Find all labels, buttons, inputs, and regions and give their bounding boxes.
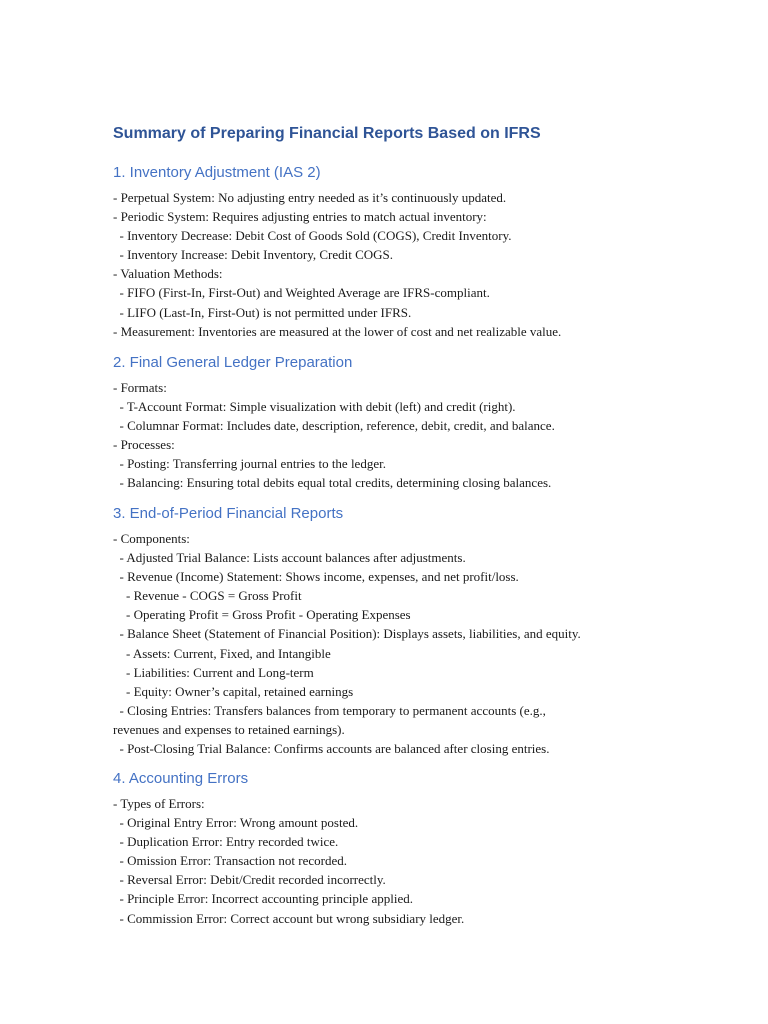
body-line: - Posting: Transferring journal entries to the ledger. [113,456,386,472]
section-heading: 4. Accounting Errors [113,770,249,787]
body-line: - LIFO (Last-In, First-Out) is not permitted under IFRS. [113,304,412,320]
body-line: - Principle Error: Incorrect accounting principle applied. [113,891,413,907]
body-line: - Periodic System: Requires adjusting entries to match actual inventory: [113,209,487,225]
body-line: - Valuation Methods: [113,266,223,282]
body-line: - Formats: [113,380,167,395]
body-line: - Revenue - COGS = Gross Profit [113,588,302,604]
section-heading: 3. End-of-Period Financial Reports [113,505,344,522]
body-line: - Types of Errors: [113,796,205,811]
body-line: - Measurement: Inventories are measured at the lower of cost and net realizable value. [113,323,562,339]
section-accounting-errors [113,767,673,928]
body-line: - Inventory Decrease: Debit Cost of Goods Sold (COGS), Credit Inventory. [113,228,512,244]
section-financial-reports [113,502,673,758]
body-line: - Commission Error: Correct account but wrong subsidiary ledger. [113,910,465,926]
section-general-ledger [113,351,673,493]
body-line: - Duplication Error: Entry recorded twice. [113,834,339,850]
section-heading: 1. Inventory Adjustment (IAS 2) [113,164,321,181]
body-line: - Inventory Increase: Debit Inventory, Credit COGS. [113,247,394,263]
document-title: Summary of Preparing Financial Reports Based on IFRS [113,125,541,142]
body-line: - Components: [113,531,190,546]
body-line: - Revenue (Income) Statement: Shows income, expenses, and net profit/loss. [113,569,519,585]
body-line: - Processes: [113,437,175,453]
body-line: - Post-Closing Trial Balance: Confirms accounts are balanced after closing entries. [113,741,550,757]
body-line: - Perpetual System: No adjusting entry needed as it’s continuously updated. [113,190,507,205]
body-line: - Liabilities: Current and Long-term [113,664,314,680]
body-line: - Original Entry Error: Wrong amount posted. [113,815,359,831]
body-line: - Operating Profit = Gross Profit - Operating Expenses [113,607,411,623]
body-line: - Equity: Owner’s capital, retained earnings [113,683,354,699]
body-line: - Reversal Error: Debit/Credit recorded incorrectly. [113,872,386,888]
body-line: - T-Account Format: Simple visualization with debit (left) and credit (right). [113,399,516,415]
body-line: - FIFO (First-In, First-Out) and Weighted Average are IFRS-compliant. [113,285,490,301]
body-line: revenues and expenses to retained earnings). [113,721,345,737]
body-line: - Assets: Current, Fixed, and Intangible [113,645,331,661]
body-line: - Omission Error: Transaction not recorded. [113,853,347,869]
body-line: - Balancing: Ensuring total debits equal total credits, determining closing balances. [113,475,552,491]
body-line: - Adjusted Trial Balance: Lists account balances after adjustments. [113,550,466,566]
section-heading: 2. Final General Ledger Preparation [113,354,353,371]
body-line: - Balance Sheet (Statement of Financial Position): Displays assets, liabilities, and equity. [113,626,581,642]
body-line: - Columnar Format: Includes date, description, reference, debit, credit, and balance. [113,418,555,434]
body-line: - Closing Entries: Transfers balances from temporary to permanent accounts (e.g., [113,702,546,718]
section-inventory-adjustment [113,161,673,341]
